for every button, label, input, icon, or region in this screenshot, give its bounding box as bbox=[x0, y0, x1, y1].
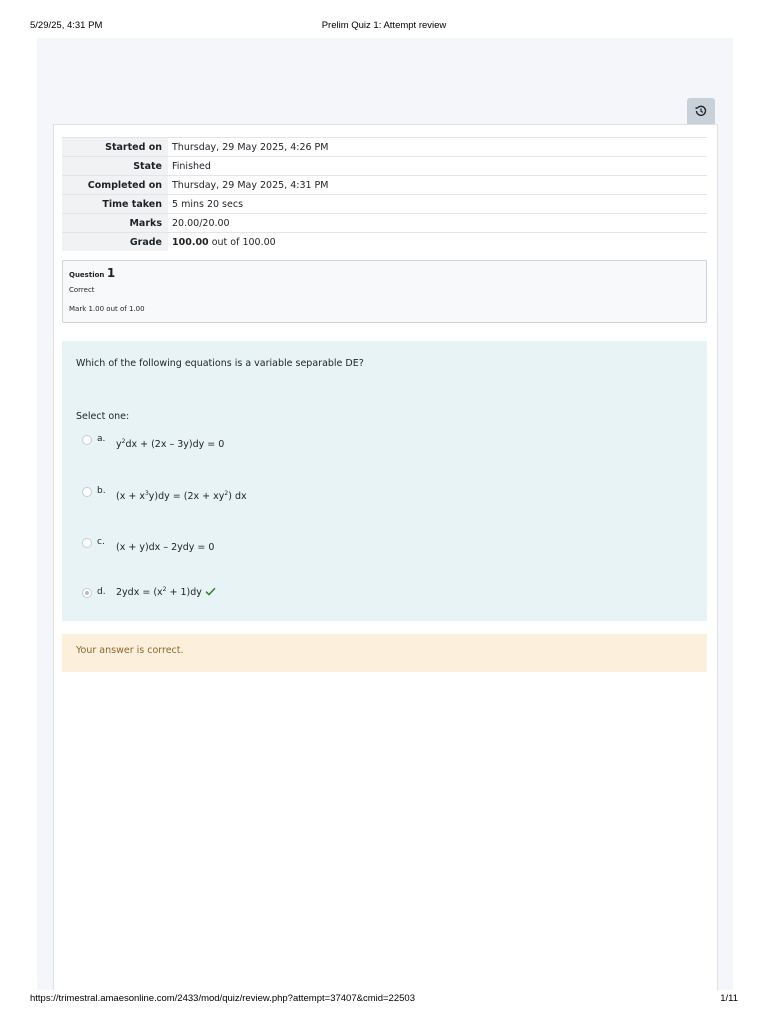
question-formulation bbox=[62, 341, 707, 621]
feedback-text: Your answer is correct. bbox=[76, 645, 184, 656]
option-c-radio[interactable] bbox=[82, 538, 92, 548]
summary-value: Thursday, 29 May 2025, 4:26 PM bbox=[168, 138, 707, 157]
attempt-summary-table bbox=[62, 137, 707, 251]
option-equation: (x + y)dx – 2ydy = 0 bbox=[116, 542, 215, 553]
option-letter: c. bbox=[97, 537, 105, 547]
check-icon bbox=[205, 587, 216, 596]
summary-row bbox=[62, 157, 707, 176]
question-label: Question bbox=[69, 271, 107, 279]
answer-feedback bbox=[62, 634, 707, 672]
select-one-prompt: Select one: bbox=[76, 411, 130, 422]
summary-row bbox=[62, 176, 707, 195]
summary-value: Finished bbox=[168, 157, 707, 176]
print-title: Prelim Quiz 1: Attempt review bbox=[321, 20, 447, 31]
content-divider bbox=[53, 124, 718, 125]
question-number-value: 1 bbox=[106, 266, 116, 280]
summary-label: State bbox=[62, 157, 168, 176]
option-equation: $y^2dx + (2x - 3y)dy = 0$ bbox=[116, 438, 225, 450]
question-grade: Mark 1.00 out of 1.00 bbox=[69, 305, 145, 313]
summary-value: 20.00/20.00 bbox=[168, 214, 707, 233]
summary-value: Thursday, 29 May 2025, 4:31 PM bbox=[168, 176, 707, 195]
summary-label: Marks bbox=[62, 214, 168, 233]
summary-row bbox=[62, 214, 707, 233]
option-b-radio[interactable] bbox=[82, 487, 92, 497]
option-letter: a. bbox=[97, 434, 106, 444]
summary-label: Time taken bbox=[62, 195, 168, 214]
summary-label: Completed on bbox=[62, 176, 168, 195]
grade-score: 100.00 bbox=[172, 236, 209, 248]
summary-value bbox=[168, 233, 707, 252]
option-letter: d. bbox=[97, 587, 106, 597]
print-datetime: 5/29/25, 4:31 PM bbox=[30, 20, 103, 31]
option-equation: $2ydx = (x^2 + 1)dy$ bbox=[116, 587, 216, 598]
summary-label: Started on bbox=[62, 138, 168, 157]
print-page-number: 1/11 bbox=[720, 993, 738, 1004]
summary-row bbox=[62, 233, 707, 252]
summary-value: 5 mins 20 secs bbox=[168, 195, 707, 214]
grade-total: out of 100.00 bbox=[208, 236, 276, 248]
question-number bbox=[69, 266, 115, 280]
history-button[interactable] bbox=[687, 98, 715, 124]
question-info-box bbox=[62, 260, 707, 323]
summary-row bbox=[62, 195, 707, 214]
option-a-radio[interactable] bbox=[82, 435, 92, 445]
print-header bbox=[30, 20, 738, 34]
summary-label: Grade bbox=[62, 233, 168, 252]
option-letter: b. bbox=[97, 486, 106, 496]
option-d-radio[interactable] bbox=[82, 588, 92, 598]
summary-row bbox=[62, 138, 707, 157]
print-url: https://trimestral.amaesonline.com/2433/mod/quiz/review.php?attempt=37407&cmid=22503 bbox=[30, 993, 415, 1004]
print-footer bbox=[30, 993, 738, 1007]
option-equation: $(x + x^3y)dy = (2x + xy^2)$ dx bbox=[116, 490, 247, 502]
question-state: Correct bbox=[69, 286, 95, 294]
question-text: Which of the following equations is a variable separable DE? bbox=[76, 358, 364, 369]
history-icon bbox=[695, 105, 707, 117]
